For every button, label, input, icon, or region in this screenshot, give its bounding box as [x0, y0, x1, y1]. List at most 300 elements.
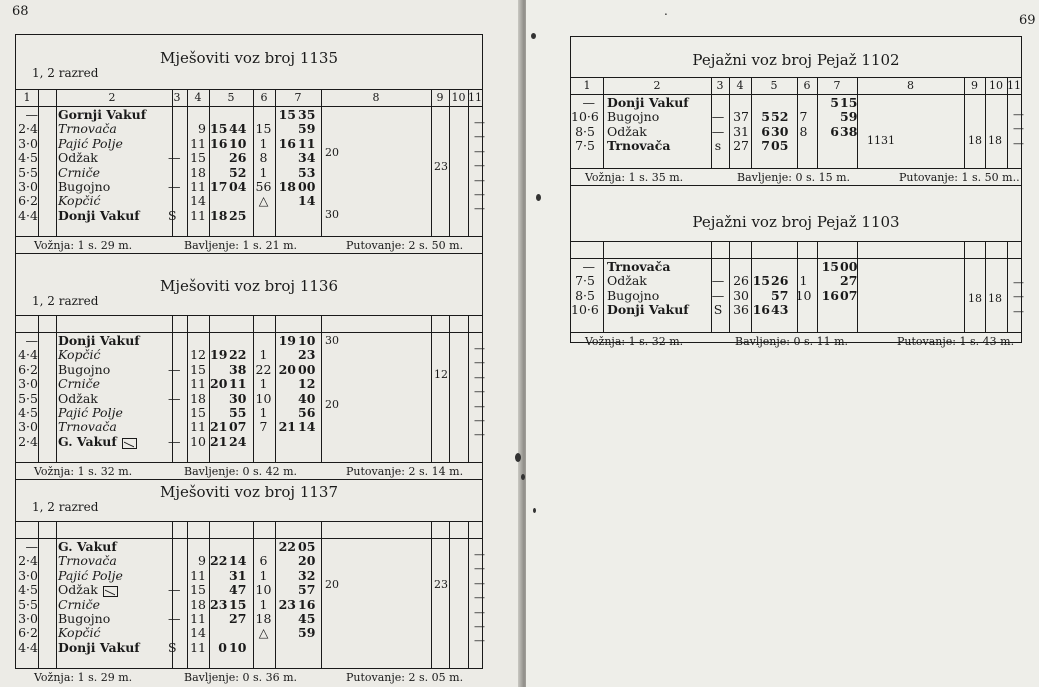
column-rule	[172, 316, 173, 332]
speck	[515, 453, 521, 462]
station-name: Kopčić	[58, 625, 101, 641]
driving-time: Vožnja: 1 s. 29 m.	[34, 239, 133, 252]
column-header	[16, 521, 482, 539]
col-3: —	[168, 611, 181, 626]
postal-envelope-icon	[103, 586, 118, 597]
col-7-minute: 56	[298, 405, 316, 420]
col-11-dash: —	[1013, 304, 1024, 318]
col-5-minute: 27	[229, 611, 247, 626]
col-4: 12	[190, 347, 206, 363]
column-number: 7	[833, 79, 841, 92]
column-rule	[321, 522, 322, 538]
col-6: 1	[259, 405, 268, 420]
col-4: 27	[733, 138, 749, 154]
col-9-value: 18	[968, 292, 982, 305]
column-number: 9	[436, 91, 444, 104]
distance-km: 3·0	[18, 419, 38, 435]
col-6: 1	[259, 596, 268, 612]
col-5-minute: 30	[771, 123, 789, 139]
dwell-time: Bavljenje: 1 s. 21 m.	[184, 239, 298, 252]
col-7-hour: 16	[821, 287, 839, 303]
col-11-dash: —	[474, 356, 485, 370]
col-11-dash: —	[474, 188, 485, 201]
column-rule	[964, 242, 965, 258]
train-title: Pejažni voz broj Pejaž 1102	[692, 51, 900, 69]
col-5-minute: 52	[771, 109, 789, 125]
col-6: 1	[259, 347, 268, 363]
column-rule	[38, 90, 39, 106]
col-5-minute: 43	[771, 302, 789, 318]
col-11-dash: —	[474, 591, 485, 605]
column-rule	[449, 316, 450, 332]
column-number: 1	[583, 79, 591, 92]
col-4: 15	[190, 582, 206, 598]
col-6: 1	[259, 164, 268, 180]
distance-km: 4·5	[18, 150, 38, 166]
col-4: 15	[190, 361, 206, 377]
col-6: △	[258, 193, 269, 209]
col-8-value: 1131	[867, 134, 895, 147]
distance-km: —	[25, 107, 38, 122]
col-5-hour: 15	[752, 273, 770, 289]
col-3: —	[168, 361, 181, 377]
total-time: Putovanje: 2 s. 50 m.	[346, 239, 464, 252]
col-10-value: 23	[434, 578, 448, 591]
station-name: Odžak	[58, 150, 98, 166]
station-name: Bugojno	[58, 611, 111, 626]
column-rule	[985, 78, 986, 94]
column-number: 8	[907, 79, 914, 92]
col-11-dash: —	[474, 130, 485, 144]
column-rule	[187, 316, 188, 332]
col-11-dash: —	[474, 620, 485, 633]
station-name: Trnovača	[58, 121, 117, 137]
column-rule	[209, 316, 210, 332]
column-rule	[321, 316, 322, 332]
column-rule	[321, 90, 322, 106]
col-11-dash: —	[474, 370, 485, 384]
column-number: 10	[451, 91, 466, 104]
col-3: —	[168, 150, 181, 166]
speck	[521, 474, 525, 480]
postal-envelope-icon	[122, 438, 137, 449]
station-name: Pajić Polje	[58, 135, 123, 151]
col-11-dash: —	[1013, 276, 1024, 289]
col-3: —	[168, 390, 181, 406]
col-4: 9	[198, 121, 206, 137]
col-6: 8	[799, 123, 808, 139]
col-6: 10	[255, 390, 272, 406]
timetable-row	[571, 110, 1021, 124]
column-rule	[56, 316, 57, 332]
col-7-minute: 00	[298, 179, 316, 194]
distance-km: 3·0	[18, 567, 38, 583]
col-7-minute: 59	[298, 121, 316, 137]
col-9-value: 18	[968, 134, 982, 147]
station-name: Bugojno	[58, 361, 111, 377]
class-label: 1, 2 razred	[32, 294, 99, 308]
dwell-time: Bavljenje: 0 s. 42 m.	[184, 465, 298, 478]
station-name: Bugojno	[58, 179, 111, 194]
driving-time: Vožnja: 1 s. 35 m.	[585, 171, 684, 184]
timetable-row	[16, 209, 482, 223]
train-title: Pejažni voz broj Pejaž 1103	[692, 213, 900, 231]
col-7-minute: 57	[298, 582, 316, 598]
speck	[536, 194, 541, 201]
column-rule	[209, 522, 210, 538]
column-number: 7	[294, 91, 302, 104]
right-page	[526, 0, 1039, 687]
col-7-hour: 22	[278, 539, 296, 554]
column-rule	[172, 522, 173, 538]
col-7-minute: 10	[298, 333, 316, 348]
col-3: —	[711, 109, 725, 125]
col-7-minute: 07	[840, 287, 858, 303]
timetable-row	[16, 377, 482, 391]
column-rule	[187, 522, 188, 538]
col-5-hour: 0	[218, 639, 227, 655]
col-5-hour: 21	[210, 419, 228, 435]
station-name: Donji Vakuf	[58, 207, 140, 223]
station-name: Crniče	[58, 596, 100, 612]
station-name: Trnovača	[58, 553, 117, 569]
timetable-body	[16, 106, 485, 236]
timetable-row	[571, 260, 1021, 274]
col-3: S	[168, 207, 177, 223]
col-4: 18	[190, 390, 206, 406]
timetable-row	[571, 274, 1021, 288]
timetable-body	[16, 538, 485, 668]
col-4: 18	[190, 596, 206, 612]
timetable-t1137	[16, 467, 485, 684]
column-header	[571, 241, 1021, 259]
col-6: 22	[255, 361, 272, 377]
right-timetable-frame	[570, 36, 1024, 348]
col-5-minute: 04	[229, 179, 247, 194]
column-rule	[38, 316, 39, 332]
col-3: S	[713, 302, 723, 318]
station-name: G. Vakuf	[58, 539, 117, 554]
col-11-dash: —	[474, 428, 485, 442]
station-name: Donji Vakuf	[58, 639, 140, 655]
col-6: 56	[255, 179, 272, 194]
station-name: Bugojno	[607, 109, 660, 125]
timetable-row	[16, 363, 482, 377]
col-6: 15	[255, 121, 272, 137]
col-5-hour: 20	[210, 376, 228, 392]
col-5-minute: 10	[229, 135, 247, 151]
col-6: 10	[795, 287, 812, 303]
column-rule	[253, 316, 254, 332]
column-number: 4	[194, 91, 202, 104]
col-9-value: 30	[325, 334, 339, 347]
col-5-minute: 15	[229, 596, 247, 612]
distance-km: —	[582, 95, 595, 110]
distance-km: 4·4	[18, 347, 38, 363]
col-4: 11	[190, 179, 206, 194]
timetable-row	[16, 137, 482, 151]
col-5-minute: 26	[229, 150, 247, 166]
timetable-row	[571, 96, 1021, 110]
col-3: S	[168, 639, 177, 655]
column-rule	[275, 522, 276, 538]
station-name: Odžak	[607, 123, 647, 139]
col-5-hour: 23	[210, 596, 228, 612]
col-7-minute: 23	[298, 347, 316, 363]
column-rule	[253, 522, 254, 538]
col-7-minute: 05	[298, 539, 316, 554]
train-title: Mješoviti voz broj 1137	[159, 483, 339, 501]
train-title: Mješoviti voz broj 1135	[159, 49, 339, 67]
column-rule	[468, 316, 469, 332]
col-6: 1	[799, 273, 808, 289]
column-rule	[817, 242, 818, 258]
col-7-hour: 21	[278, 419, 296, 435]
timetable-row	[16, 435, 482, 449]
column-rule	[729, 78, 730, 94]
col-6: 1	[259, 567, 268, 583]
distance-km: 7·5	[575, 138, 595, 154]
column-number: 3	[173, 91, 181, 104]
col-6: 1	[259, 135, 268, 151]
timetable-row	[16, 569, 482, 583]
col-7-minute: 59	[298, 625, 316, 641]
col-5-hour: 7	[761, 138, 770, 154]
total-time: Putovanje: 1 s. 43 m.	[897, 335, 1015, 348]
timetable-row	[16, 420, 482, 434]
station-name: Pajić Polje	[58, 567, 123, 583]
col-6: 7	[799, 109, 808, 125]
column-number: 11	[468, 91, 482, 104]
col-7-minute: 14	[298, 419, 316, 435]
speck	[531, 33, 536, 39]
col-9-value: 20	[325, 398, 339, 411]
column-rule	[711, 78, 712, 94]
distance-km: 5·5	[18, 164, 38, 180]
column-rule	[275, 316, 276, 332]
timetable-t1136	[16, 257, 485, 478]
driving-time: Vožnja: 1 s. 32 m.	[34, 465, 133, 478]
col-4: 26	[733, 273, 749, 289]
timetable-row	[16, 583, 482, 597]
station-name: Bugojno	[607, 287, 660, 303]
column-rule	[797, 242, 798, 258]
dwell-time: Bavljenje: 0 s. 15 m.	[737, 171, 851, 184]
timetable-body	[571, 94, 1024, 168]
station-name: Trnovača	[58, 419, 117, 435]
col-7-minute: 27	[840, 273, 858, 289]
col-6: 6	[259, 553, 268, 569]
timetable-row	[16, 108, 482, 122]
col-11-dash: —	[474, 548, 485, 561]
distance-km: —	[582, 259, 595, 274]
column-rule	[797, 78, 798, 94]
distance-km: 3·0	[18, 376, 38, 392]
total-time: Putovanje: 2 s. 14 m.	[346, 465, 464, 478]
distance-km: 6·2	[18, 625, 38, 641]
column-rule	[603, 242, 604, 258]
column-number: 4	[736, 79, 744, 92]
station-name: G. Vakuf	[58, 433, 117, 449]
distance-km: —	[25, 333, 38, 348]
column-rule	[1007, 242, 1008, 258]
timetable-row	[16, 122, 482, 136]
total-time: Putovanje: 1 s. 50 m..	[899, 171, 1020, 184]
timetable-body	[571, 258, 1024, 332]
col-7-minute: 38	[840, 123, 858, 139]
column-header	[571, 77, 1021, 95]
col-7-hour: 5	[830, 95, 839, 110]
col-11-dash: —	[474, 576, 485, 590]
col-7-minute: 12	[298, 376, 316, 392]
column-number: 8	[372, 91, 380, 104]
distance-km: 6·2	[18, 361, 38, 377]
col-5-hour: 17	[210, 179, 228, 194]
col-4: 14	[190, 193, 206, 209]
column-rule	[449, 90, 450, 106]
printer-mark: .	[664, 4, 668, 18]
column-rule	[985, 242, 986, 258]
col-3: —	[711, 273, 725, 289]
column-number: 6	[803, 79, 811, 92]
distance-km: 2·4	[18, 433, 38, 449]
col-5-minute: 47	[229, 582, 247, 598]
column-number: 5	[770, 79, 778, 92]
col-5-minute: 26	[771, 273, 789, 289]
col-6: 10	[255, 582, 272, 598]
column-rule	[857, 78, 858, 94]
column-rule	[751, 78, 752, 94]
class-label: 1, 2 razred	[32, 500, 99, 514]
col-11-dash: —	[474, 414, 485, 427]
col-7-hour: 23	[278, 596, 296, 612]
column-number: 6	[260, 91, 268, 104]
distance-km: 3·0	[18, 611, 38, 626]
column-rule	[817, 78, 818, 94]
col-11-dash: —	[474, 144, 485, 158]
col-10-value: 23	[434, 160, 448, 173]
col-6: 8	[259, 150, 268, 166]
station-name: Trnovača	[607, 138, 671, 154]
col-4: 15	[190, 405, 206, 420]
col-7-minute: 14	[298, 193, 316, 209]
station-name: Donji Vakuf	[607, 302, 689, 318]
col-7-minute: 00	[840, 259, 858, 274]
column-rule	[56, 522, 57, 538]
col-3: —	[168, 433, 181, 449]
column-rule	[857, 242, 858, 258]
dwell-time: Bavljenje: 0 s. 11 m.	[735, 335, 849, 348]
col-5-minute: 22	[229, 347, 247, 363]
column-rule	[468, 90, 469, 106]
table-separator	[16, 253, 482, 254]
station-name: Odžak	[58, 582, 98, 598]
station-name: Pajić Polje	[58, 405, 123, 420]
col-4: 14	[190, 625, 206, 641]
distance-km: 4·4	[18, 639, 38, 655]
col-4: 11	[190, 376, 206, 392]
column-number: 5	[227, 91, 235, 104]
train-title: Mješoviti voz broj 1136	[159, 277, 339, 295]
col-7-minute: 20	[298, 553, 316, 569]
col-7-hour: 15	[278, 107, 296, 122]
timetable-t1135	[16, 35, 485, 252]
distance-km: 4·5	[18, 405, 38, 420]
column-header	[16, 315, 482, 333]
col-5-hour: 15	[210, 121, 228, 137]
timetable-row	[16, 598, 482, 612]
col-11-dash: —	[474, 399, 485, 413]
col-11-dash: —	[474, 116, 485, 129]
distance-km: 6·2	[18, 193, 38, 209]
distance-km: 5·5	[18, 596, 38, 612]
col-6: 1	[259, 376, 268, 392]
station-name: Crniče	[58, 164, 100, 180]
distance-km: 2·4	[18, 121, 38, 137]
col-11-dash: —	[474, 562, 485, 576]
col-5-hour: 19	[210, 347, 228, 363]
col-5-minute: 25	[229, 207, 247, 223]
col-4: 15	[190, 150, 206, 166]
col-9-value: 20	[325, 578, 339, 591]
distance-km: 10·6	[571, 302, 599, 318]
col-11-dash: —	[474, 202, 485, 216]
col-9-value: 30	[325, 208, 339, 221]
station-name: Gornji Vakuf	[58, 107, 147, 122]
dwell-time: Bavljenje: 0 s. 36 m.	[184, 671, 298, 684]
col-4: 11	[190, 135, 206, 151]
col-4: 10	[190, 433, 206, 449]
column-rule	[253, 90, 254, 106]
col-11-dash: —	[474, 634, 485, 648]
station-name: Donji Vakuf	[58, 333, 140, 348]
col-7-minute: 32	[298, 567, 316, 583]
timetable-row	[16, 151, 482, 165]
col-6: 7	[259, 419, 268, 435]
station-name: Trnovača	[607, 259, 671, 274]
column-rule	[449, 522, 450, 538]
col-9-value: 20	[325, 146, 339, 159]
station-name: Odžak	[607, 273, 647, 289]
timetable-row	[16, 641, 482, 655]
col-7-hour: 6	[830, 123, 839, 139]
column-rule	[187, 90, 188, 106]
timetable-row	[16, 612, 482, 626]
col-10-value: 12	[434, 368, 448, 381]
col-7-minute: 59	[840, 109, 858, 125]
travel-summary	[571, 332, 1021, 349]
col-5-hour: 16	[752, 302, 770, 318]
col-7-minute: 34	[298, 150, 316, 166]
distance-km: 5·5	[18, 390, 38, 406]
col-3: —	[168, 582, 181, 598]
col-7-hour: 19	[278, 333, 296, 348]
distance-km: —	[25, 539, 38, 554]
distance-km: 4·4	[18, 207, 38, 223]
col-7-minute: 15	[840, 95, 858, 110]
left-page-number: 68	[12, 4, 29, 19]
distance-km: 3·0	[18, 179, 38, 194]
column-rule	[38, 522, 39, 538]
col-3: —	[168, 179, 181, 194]
col-11-dash: —	[1013, 108, 1024, 121]
col-5-minute: 38	[229, 361, 247, 377]
col-4: 31	[733, 123, 749, 139]
column-rule	[964, 78, 965, 94]
travel-summary	[16, 668, 482, 685]
timetable-body	[16, 332, 485, 462]
column-rule	[431, 522, 432, 538]
